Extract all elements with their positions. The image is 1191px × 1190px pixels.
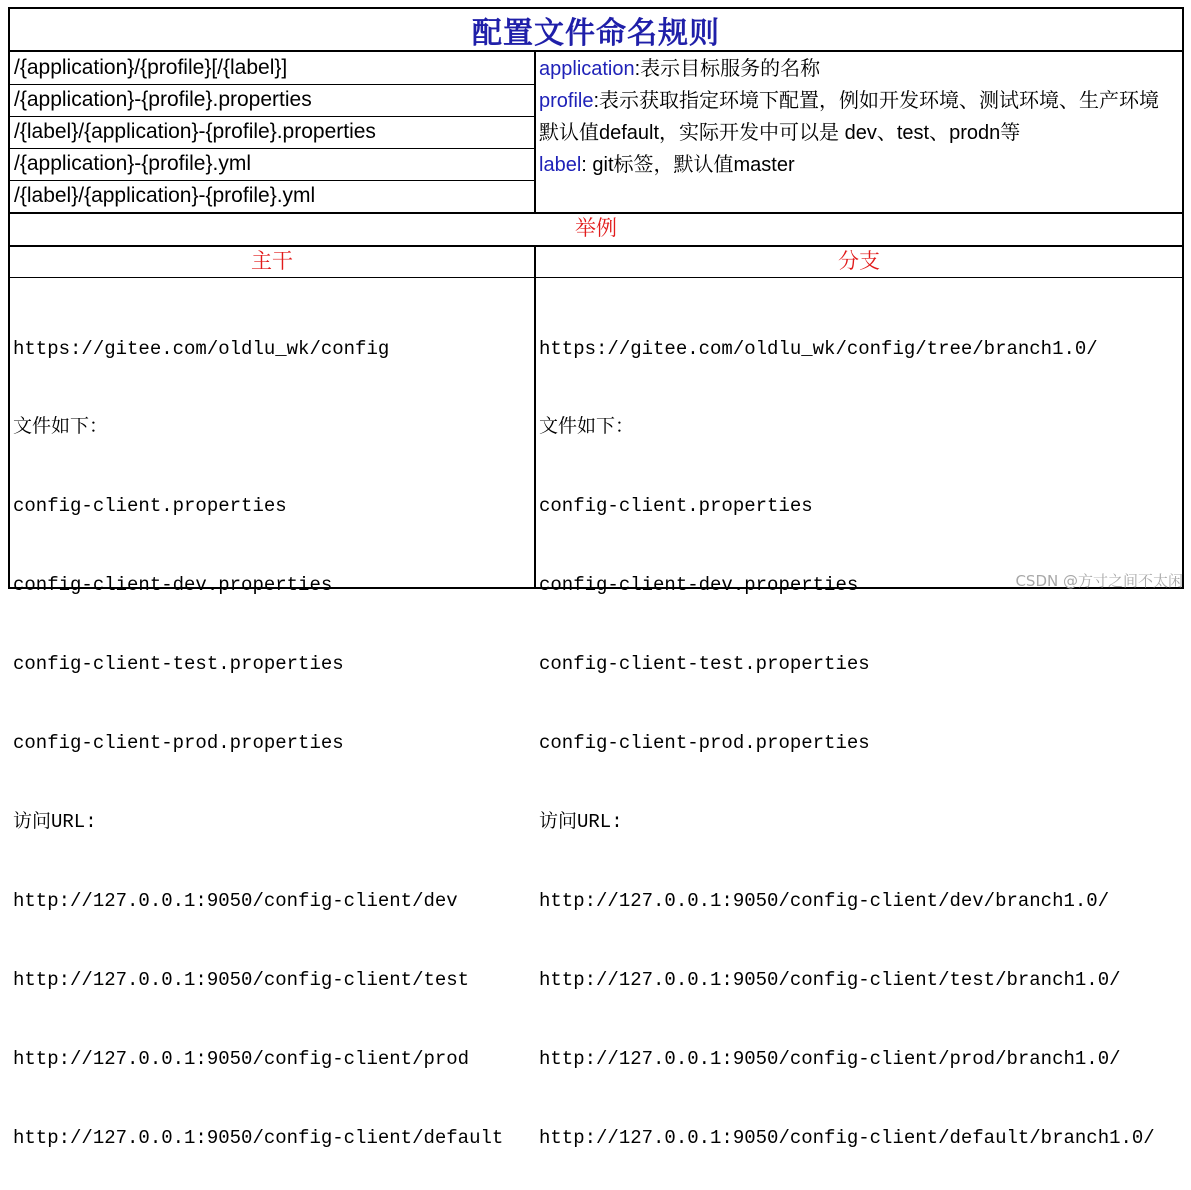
branch-line: config-client-test.properties	[539, 653, 870, 676]
branch-column-header: 分支	[838, 250, 880, 273]
divider	[534, 52, 536, 212]
config-naming-table	[8, 7, 1184, 1149]
branch-line: config-client-dev.properties	[539, 574, 859, 597]
divider	[534, 247, 536, 587]
main-line: 访问URL:	[13, 810, 97, 833]
main-line: https://gitee.com/oldlu_wk/config	[13, 337, 390, 360]
pattern-row: /{application}/{profile}[/{label}]	[14, 56, 288, 79]
main-line: config-client-prod.properties	[13, 732, 344, 755]
divider	[10, 277, 1182, 278]
desc-label	[539, 149, 1181, 181]
main-column-header: 主干	[251, 250, 293, 273]
branch-line: http://127.0.0.1:9050/config-client/default/branch1.0/	[539, 1126, 1155, 1149]
desc-key: profile	[539, 90, 594, 112]
main-line: config-client-dev.properties	[13, 574, 333, 597]
desc-key: application	[539, 58, 635, 80]
desc-text: :表示目标服务的名称	[634, 58, 821, 80]
main-line: http://127.0.0.1:9050/config-client/default	[13, 1126, 504, 1149]
pattern-row: /{label}/{application}-{profile}.properties	[14, 120, 376, 143]
main-line: http://127.0.0.1:9050/config-client/test	[13, 968, 470, 991]
divider	[10, 180, 534, 181]
pattern-row: /{label}/{application}-{profile}.yml	[14, 184, 316, 207]
divider	[10, 84, 534, 85]
divider	[10, 212, 1182, 214]
branch-line: 文件如下：	[539, 416, 635, 439]
divider	[10, 116, 534, 117]
main-line: 文件如下：	[13, 416, 109, 439]
desc-text: : git标签，默认值master	[581, 154, 795, 176]
branch-line: http://127.0.0.1:9050/config-client/dev/branch1.0/	[539, 889, 1110, 912]
watermark: CSDN @方寸之间不太闲	[1015, 572, 1183, 590]
main-lines	[13, 283, 503, 1190]
desc-text: :表示获取指定环境下配置，例如开发环境、测试环境、生产环境 默认值default，实际开发中可以是 dev、test、prodn等	[539, 90, 1160, 144]
branch-line: http://127.0.0.1:9050/config-client/test/branch1.0/	[539, 968, 1121, 991]
desc-profile	[539, 85, 1181, 149]
branch-line: http://127.0.0.1:9050/config-client/prod/branch1.0/	[539, 1047, 1121, 1070]
branch-line: config-client.properties	[539, 495, 813, 518]
branch-line: https://gitee.com/oldlu_wk/config/tree/branch1.0/	[539, 337, 1098, 360]
pattern-row: /{application}-{profile}.yml	[14, 152, 251, 175]
branch-line: config-client-prod.properties	[539, 732, 870, 755]
main-line: config-client-test.properties	[13, 653, 344, 676]
main-line: http://127.0.0.1:9050/config-client/prod	[13, 1047, 470, 1070]
desc-key: label	[539, 154, 582, 176]
branch-line: 访问URL:	[539, 810, 623, 833]
desc-application	[539, 53, 1181, 85]
pattern-row: /{application}-{profile}.properties	[14, 88, 312, 111]
branch-lines	[539, 283, 1155, 1190]
descriptions	[539, 53, 1181, 181]
divider	[10, 245, 1182, 247]
main-line: config-client.properties	[13, 495, 287, 518]
divider	[10, 148, 534, 149]
table-title: 配置文件命名规则	[472, 16, 720, 50]
main-line: http://127.0.0.1:9050/config-client/dev	[13, 889, 458, 912]
example-heading: 举例	[575, 217, 617, 240]
